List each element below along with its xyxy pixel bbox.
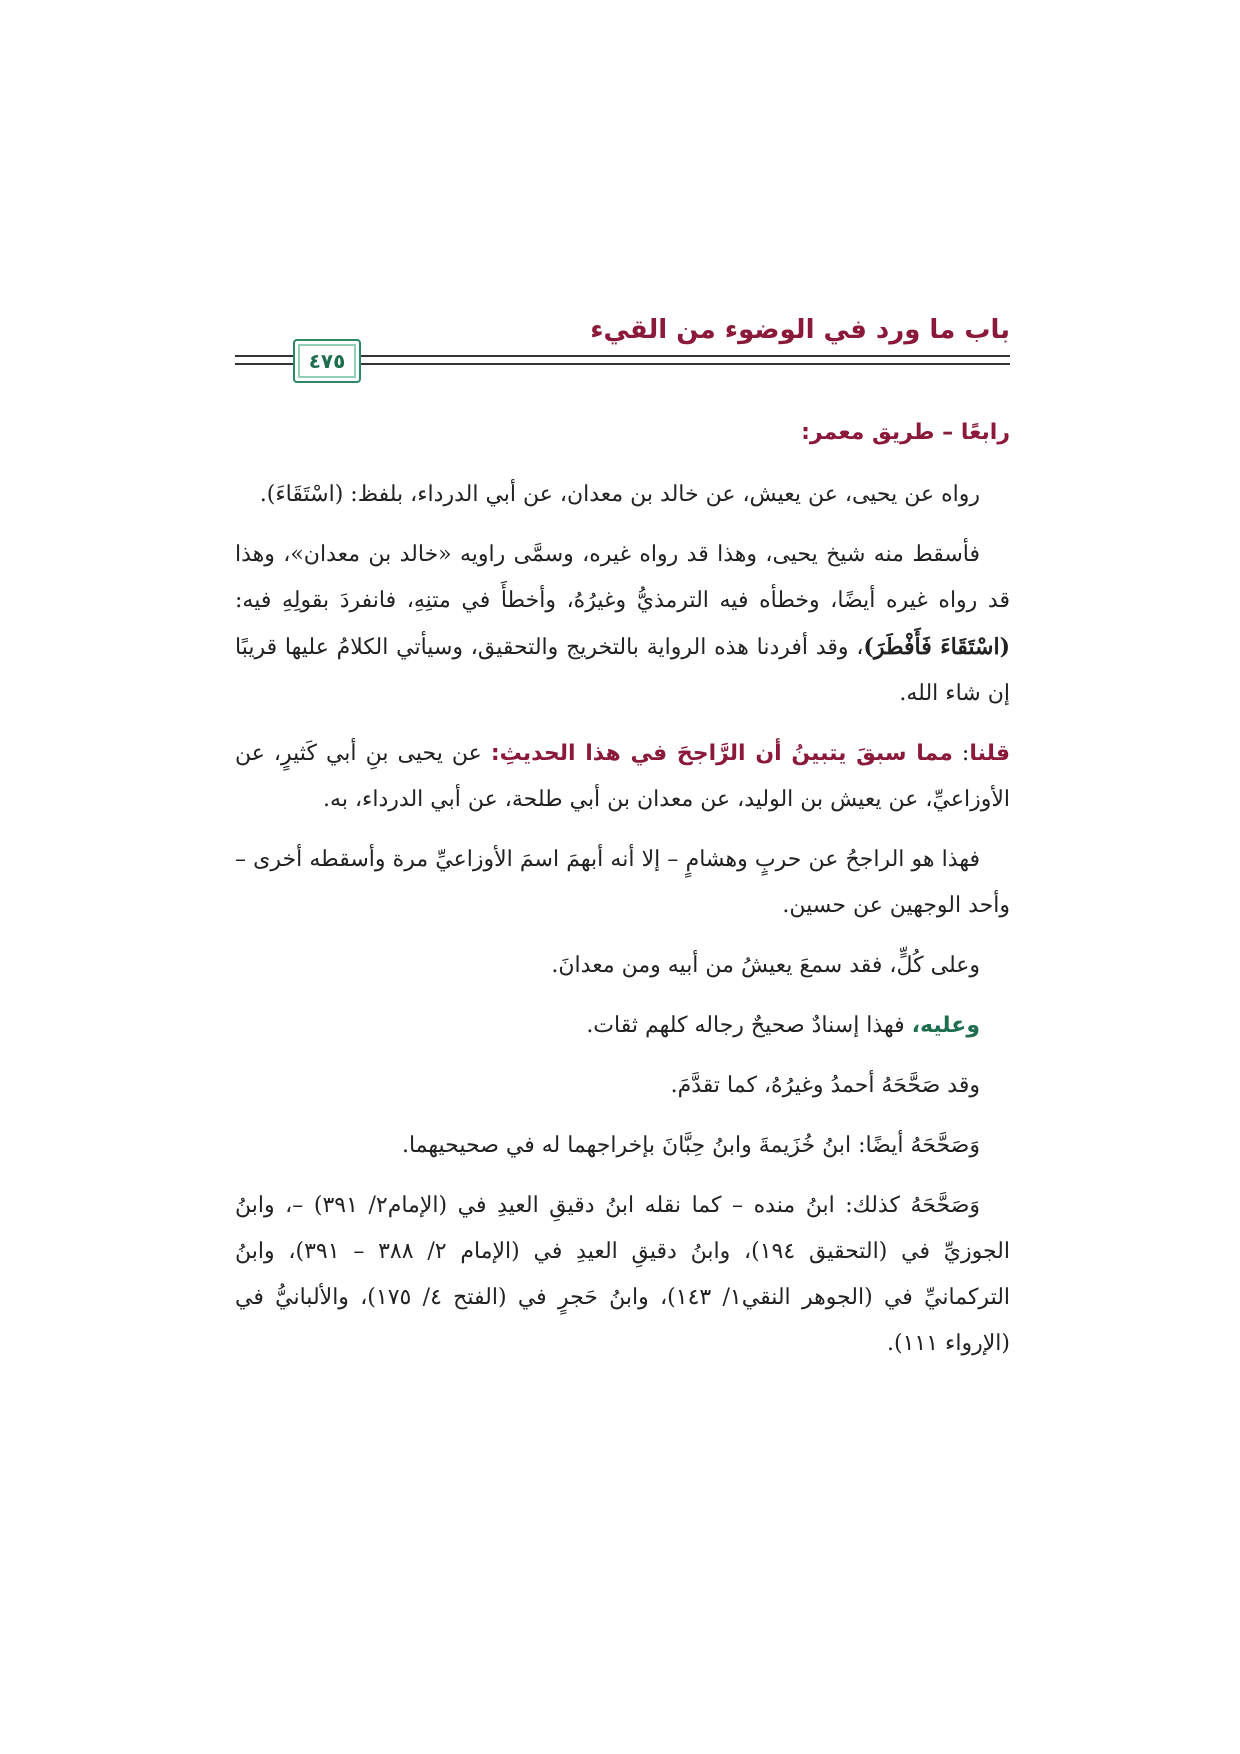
paragraph-4: فهذا هو الراجحُ عن حربٍ وهشامٍ – إلا أنه أبهمَ اسمَ الأوزاعيِّ مرة وأسقطه أخرى – وأحد الوجهين عن حسين. (235, 847, 1010, 918)
paragraph-1: رواه عن يحيى، عن يعيش، عن خالد بن معدان، عن أبي الدرداء، بلفظ: (اسْتَقَاءَ). (259, 482, 980, 507)
page-number-badge (293, 339, 361, 383)
paragraph-6-label: وعليه، (911, 1013, 980, 1038)
paragraph-7: وقد صَحَّحَهُ أحمدُ وغيرُهُ، كما تقدَّمَ. (670, 1073, 980, 1098)
paragraph-2-text-b: ، وقد أفردنا هذه الرواية بالتخريج والتحقيق، وسيأتي الكلامُ عليها قريبًا إن شاء الله. (235, 635, 1010, 706)
paragraph-3-text: عن يحيى بنِ أبي كَثيرٍ، عن الأوزاعيِّ، عن يعيش بن الوليد، عن معدان بن أبي طلحة، عن أبي الدرداء، به. (235, 741, 1010, 812)
paragraph-8: وَصَحَّحَهُ أيضًا: ابنُ خُزَيمةَ وابنُ حِبَّانَ بإخراجهما له في صحيحيهما. (401, 1133, 980, 1158)
paragraph-3 (235, 731, 1010, 823)
page-header (235, 315, 1010, 385)
paragraph-5: وعلى كُلٍّ، فقد سمعَ يعيشُ من أبيه ومن معدانَ. (551, 953, 980, 978)
paragraph-3-separator: : (952, 741, 970, 766)
page-number: ٤٧٥ (308, 349, 346, 373)
paragraph-3-highlight: مما سبقَ يتبينُ أن الرَّاجحَ في هذا الحديثِ: (490, 741, 953, 766)
paragraph-2-text-a: فأسقط منه شيخ يحيى، وهذا قد رواه غيره، وسمَّى راويه «خالد بن معدان»، وهذا قد رواه غيره أيضًا، وخطأه فيه الترمذيُّ وغيرُهُ، وأخطأَ في متنِهِ، فانفردَ بقولِهِ فيه: (235, 542, 1010, 613)
chapter-title: باب ما ورد في الوضوء من القيء (590, 315, 1010, 345)
paragraph-6-text: فهذا إسنادٌ صحيحٌ رجاله كلهم ثقات. (586, 1013, 912, 1038)
page-body (235, 410, 1010, 1381)
paragraph-2-quote: (اسْتَقَاءَ فَأَفْطَرَ) (863, 634, 1010, 660)
paragraph-9: وَصَحَّحَهُ كذلك: ابنُ منده – كما نقله ابنُ دقيقِ العيدِ في (الإمام٢/ ٣٩١) –، وابنُ الجوزيِّ في (التحقيق ١٩٤)، وابنُ دقيقِ العيدِ في (الإمام ٢/ ٣٨٨ – ٣٩١)، وابنُ التركمانيِّ في (الجوهر النقي١/ ١٤٣)، وابنُ حَجرٍ في (الفتح ٤/ ١٧٥)، والألبانيُّ في (الإرواء ١١١). (235, 1193, 1011, 1356)
section-heading: رابعًا – طريق معمر: (801, 420, 1010, 445)
paragraph-2 (235, 532, 1010, 717)
paragraph-3-label: قلنا (969, 741, 1010, 766)
paragraph-6 (235, 1003, 1010, 1049)
